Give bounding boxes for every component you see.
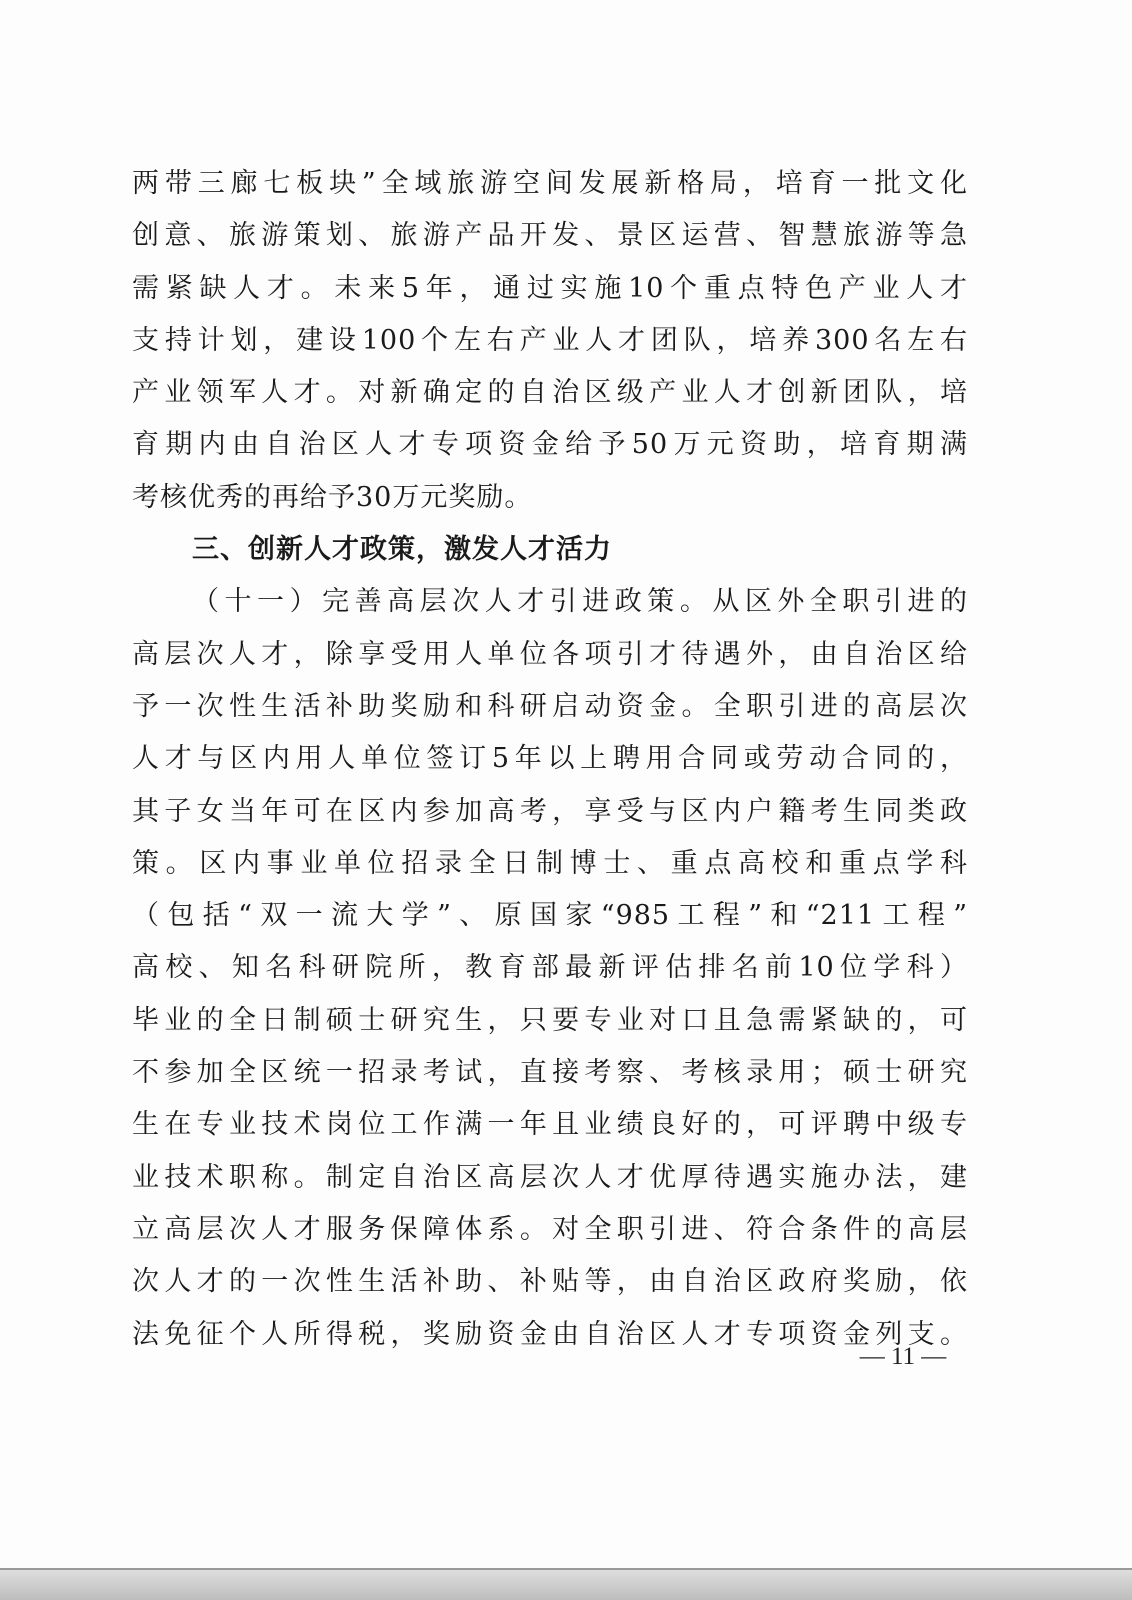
section-heading: 三、创新人才政策，激发人才活力 bbox=[192, 534, 612, 566]
text-line: 生在专业技术岗位工作满一年且业绩良好的，可评聘中级专 bbox=[132, 1109, 968, 1141]
text-line: 人才与区内用人单位签订5年以上聘用合同或劳动合同的， bbox=[132, 743, 968, 775]
text-line: 予一次性生活补助奖励和科研启动资金。全职引进的高层次 bbox=[132, 690, 968, 722]
text-line: 策。区内事业单位招录全日制博士、重点高校和重点学科 bbox=[132, 847, 968, 879]
text-line: （包括“双一流大学”、原国家“985工程”和“211工程” bbox=[132, 900, 968, 932]
text-line: 需紧缺人才。未来5年，通过实施10个重点特色产业人才 bbox=[132, 272, 968, 304]
text-line: 创意、旅游策划、旅游产品开发、景区运营、智慧旅游等急 bbox=[132, 220, 968, 252]
text-line: 高层次人才，除享受用人单位各项引才待遇外，由自治区给 bbox=[132, 638, 968, 670]
text-line: 法免征个人所得税，奖励资金由自治区人才专项资金列支。 bbox=[132, 1318, 968, 1350]
text-line: 其子女当年可在区内参加高考，享受与区内户籍考生同类政 bbox=[132, 795, 968, 827]
text-line: 业技术职称。制定自治区高层次人才优厚待遇实施办法，建 bbox=[132, 1161, 968, 1193]
text-line: 高校、知名科研院所，教育部最新评估排名前10位学科） bbox=[132, 952, 968, 984]
text-line: 支持计划，建设100个左右产业人才团队，培养300名左右 bbox=[132, 324, 968, 356]
paragraph-first-line: （十一）完善高层次人才引进政策。从区外全职引进的 bbox=[192, 586, 968, 618]
text-line: 次人才的一次性生活补助、补贴等，由自治区政府奖励，依 bbox=[132, 1266, 968, 1298]
document-body bbox=[132, 158, 968, 1361]
text-line: 产业领军人才。对新确定的自治区级产业人才创新团队，培 bbox=[132, 377, 968, 409]
text-line: 不参加全区统一招录考试，直接考察、考核录用；硕士研究 bbox=[132, 1057, 968, 1089]
text-line: 毕业的全日制硕士研究生，只要专业对口且急需紧缺的，可 bbox=[132, 1004, 968, 1036]
text-line: 考核优秀的再给予30万元奖励。 bbox=[132, 481, 533, 513]
text-line: 立高层次人才服务保障体系。对全职引进、符合条件的高层 bbox=[132, 1213, 968, 1245]
scan-bottom-bar bbox=[0, 1570, 1132, 1600]
text-line: 育期内由自治区人才专项资金给予50万元资助，培育期满 bbox=[132, 429, 968, 461]
text-line: 两带三廊七板块”全域旅游空间发展新格局，培育一批文化 bbox=[132, 168, 968, 199]
page-number: — 11 — bbox=[859, 1343, 947, 1370]
